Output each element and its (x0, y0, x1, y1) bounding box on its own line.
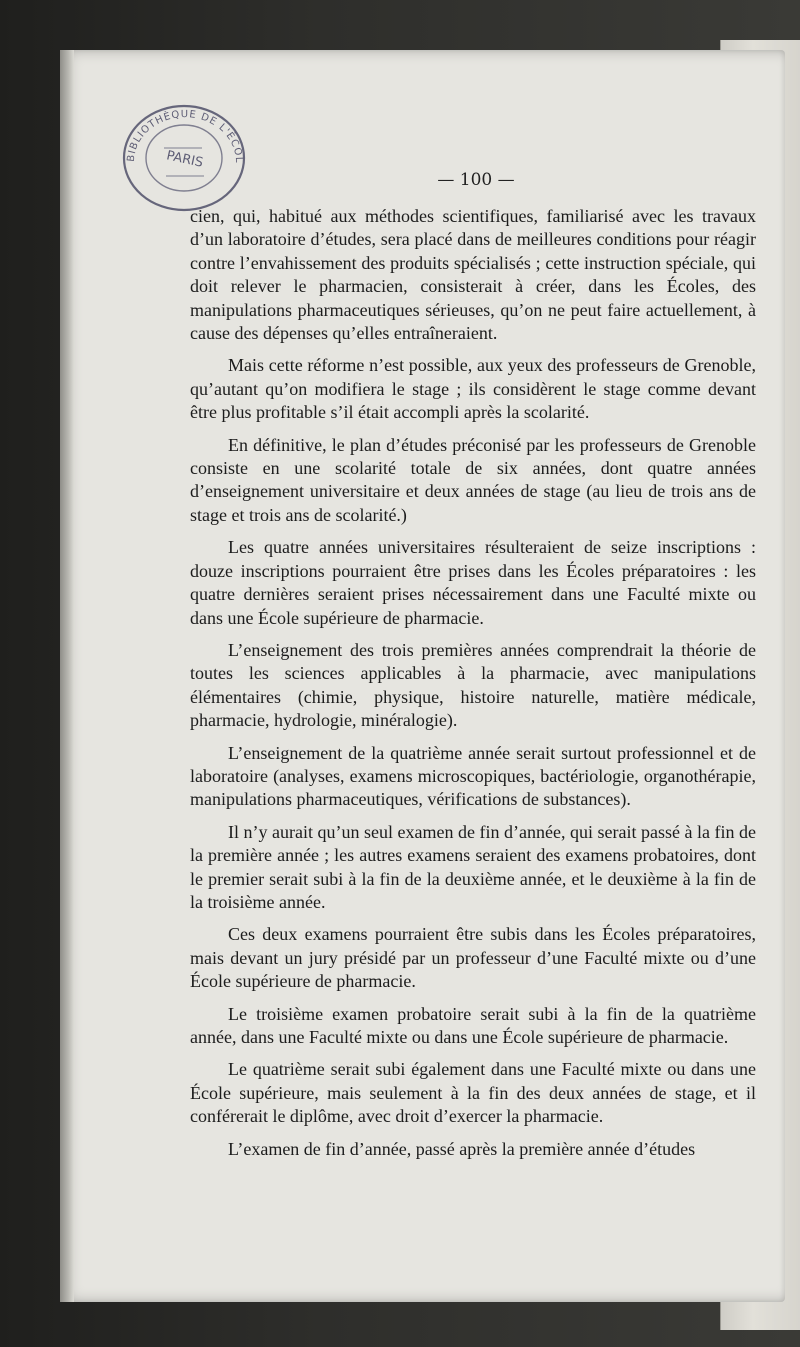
paragraph: Les quatre années universitaires résulteraient de seize inscriptions : douze inscriptions pourraient être prises dans les Écoles préparatoires : les quatre dernières seraient prises nécessairement dans une Faculté mixte ou dans une École supérieure de pharmacie. (190, 537, 756, 628)
stamp-ring-text: BIBLIOTHÈQUE DE L'ÉCOL (125, 109, 245, 164)
paragraph: cien, qui, habitué aux méthodes scientifiques, familiarisé avec les travaux d’un laboratoire d’études, sera placé dans de meilleures conditions pour réagir contre l’envahissement des produits spécialisés ; cette instruction spéciale, qui doit relever le pharmacien, consisterait à créer, dans les Écoles, des manipulations pharmaceutiques sérieuses, qu’on ne peut faire actuellement, à cause des dépenses qu’elles entraîneraient. (190, 206, 756, 344)
body-text (190, 205, 756, 1161)
paragraph: L’enseignement des trois premières années comprendrait la théorie de toutes les sciences applicables à la pharmacie, avec manipulations élémentaires (chimie, physique, histoire naturelle, matière médicale, pharmacie, hydrologie, minéralogie). (190, 639, 756, 731)
paragraph: L’enseignement de la quatrième année serait surtout professionnel et de laboratoire (analyses, examens microscopiques, bactériologie, organothérapie, manipulations pharmaceutiques, vérifications de substances). (190, 742, 756, 810)
stamp-center-text: PARIS (165, 148, 205, 171)
paragraph: En définitive, le plan d’études préconisé par les professeurs de Grenoble consiste en une scolarité totale de six années, dont quatre années d’enseignement universitaire et deux années de stage (au lieu de trois ans de stage et trois ans de scolarité.) (190, 434, 756, 525)
library-stamp (118, 100, 254, 218)
page-gutter-shadow (60, 50, 74, 1302)
paragraph: Il n’y aurait qu’un seul examen de fin d’année, qui serait passé à la fin de la première année ; les autres examens seraient des examens probatoires, dont le premier serait subi à la fin de la deuxième année, et le deuxième à la fin de la troisième année. (190, 821, 756, 912)
paragraph: Le troisième examen probatoire serait subi à la fin de la quatrième année, dans une Faculté mixte ou dans une École supérieure de pharmacie. (190, 1003, 756, 1047)
paragraph: Ces deux examens pourraient être subis dans les Écoles préparatoires, mais devant un jury présidé par un professeur d’une Faculté mixte ou d’une École supérieure de pharmacie. (190, 924, 756, 992)
paragraph: Le quatrième serait subi également dans une Faculté mixte ou dans une École supérieure, mais seulement à la fin des deux années de stage, et il conférerait le diplôme, avec droit d’exercer la pharmacie. (190, 1059, 756, 1127)
page-number: — 100 — (437, 170, 515, 190)
paragraph: Mais cette réforme n’est possible, aux yeux des professeurs de Grenoble, qu’autant qu’on modifiera le stage ; ils considèrent le stage comme devant être plus profitable s’il était accompli après la scolarité. (190, 355, 756, 423)
stamp-seal-icon (118, 100, 254, 218)
paragraph: L’examen de fin d’année, passé après la première année d’études (228, 1138, 696, 1159)
